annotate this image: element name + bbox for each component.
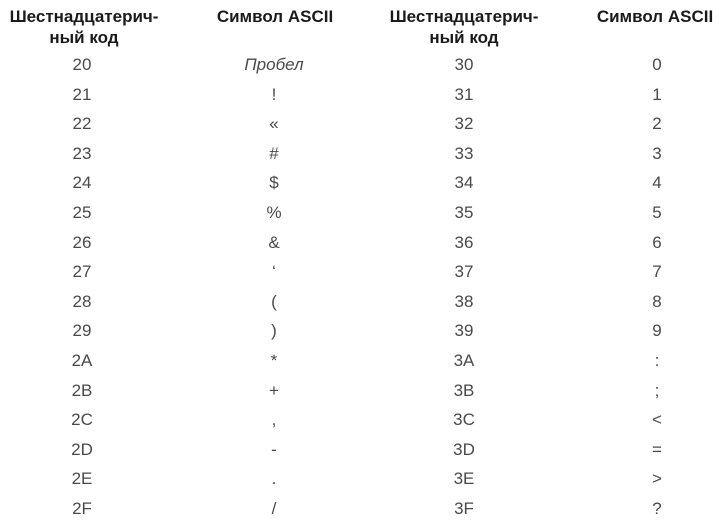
hex-code-cell: 2D: [71, 439, 93, 459]
header-ascii-symbol-1: [205, 6, 345, 27]
hex-code-cell: 24: [72, 173, 92, 193]
hex-code-cell: 23: [72, 143, 92, 163]
ascii-symbol-cell: 7: [652, 262, 662, 282]
hex-code-cell: 28: [72, 291, 92, 311]
table-row: [0, 498, 722, 528]
header-hex-code-1-line1: Шестнадцатерич-: [9, 7, 159, 26]
ascii-symbol-cell: 5: [652, 203, 662, 222]
hex-code-cell: 39: [454, 321, 474, 341]
hex-code-cell: 36: [454, 232, 474, 252]
ascii-symbol-cell: #: [269, 143, 279, 163]
hex-code-cell: 32: [454, 114, 474, 134]
table-row: [0, 84, 722, 114]
ascii-symbol-cell: «: [269, 114, 279, 134]
ascii-symbol-cell: !: [271, 84, 277, 104]
hex-code-cell: 3C: [453, 410, 475, 430]
hex-code-cell: 21: [72, 84, 92, 104]
ascii-symbol-cell: ): [271, 321, 277, 341]
ascii-symbol-cell: Пробел: [244, 55, 304, 74]
hex-code-cell: 35: [454, 203, 474, 222]
hex-code-cell: 31: [454, 84, 474, 104]
table-row: [0, 143, 722, 173]
ascii-symbol-cell: :: [654, 351, 660, 370]
table-row: [0, 202, 722, 232]
hex-code-cell: 22: [72, 114, 92, 134]
ascii-symbol-cell: ‘: [272, 262, 276, 282]
ascii-symbol-cell: 4: [652, 173, 662, 193]
hex-code-cell: 3E: [453, 469, 475, 489]
table-row: [0, 291, 722, 321]
hex-code-cell: 2A: [71, 351, 93, 370]
header-ascii-symbol-1-text: Символ ASCII: [216, 7, 334, 26]
ascii-symbol-cell: +: [269, 380, 279, 400]
ascii-symbol-cell: -: [271, 439, 277, 459]
header-hex-code-1: [4, 6, 164, 48]
ascii-symbol-cell: 6: [652, 232, 662, 252]
table-row: [0, 350, 722, 380]
hex-code-cell: 30: [454, 55, 474, 74]
ascii-symbol-cell: 9: [652, 321, 662, 341]
ascii-symbol-cell: %: [266, 203, 282, 222]
table-row: [0, 468, 722, 498]
header-hex-code-2: [384, 6, 544, 48]
ascii-symbol-cell: $: [269, 173, 279, 193]
table-row: [0, 439, 722, 469]
ascii-symbol-cell: .: [271, 469, 277, 489]
header-hex-code-2-line2: ный код: [429, 28, 499, 47]
header-hex-code-2-line1: Шестнадцатерич-: [389, 7, 539, 26]
ascii-symbol-cell: 8: [652, 291, 662, 311]
hex-code-cell: 3D: [453, 439, 475, 459]
ascii-symbol-cell: 3: [652, 143, 662, 163]
hex-code-cell: 29: [72, 321, 92, 341]
ascii-symbol-cell: ?: [652, 499, 662, 518]
hex-code-cell: 20: [72, 55, 92, 74]
ascii-symbol-cell: 1: [652, 84, 662, 104]
ascii-symbol-cell: (: [271, 291, 277, 311]
hex-code-cell: 25: [72, 203, 92, 222]
table-row: [0, 113, 722, 143]
hex-code-cell: 3F: [454, 499, 474, 518]
table-row: [0, 380, 722, 410]
table-row: [0, 172, 722, 202]
hex-code-cell: 34: [454, 173, 474, 193]
ascii-symbol-cell: &: [268, 232, 280, 252]
ascii-symbol-cell: >: [652, 469, 662, 489]
hex-code-cell: 2E: [71, 469, 93, 489]
hex-code-cell: 3A: [453, 351, 475, 370]
ascii-symbol-cell: <: [652, 410, 662, 430]
hex-code-cell: 27: [72, 262, 92, 282]
table-row: [0, 54, 722, 84]
header-ascii-symbol-2-text: Символ ASCII: [596, 7, 714, 26]
hex-code-cell: 26: [72, 232, 92, 252]
table-row: [0, 261, 722, 291]
hex-code-cell: 2B: [71, 380, 93, 400]
hex-code-cell: 2C: [71, 410, 93, 430]
table-row: [0, 232, 722, 262]
ascii-symbol-cell: /: [271, 499, 277, 518]
ascii-symbol-cell: ;: [654, 380, 660, 400]
header-hex-code-1-line2: ный код: [49, 28, 119, 47]
ascii-symbol-cell: *: [270, 351, 278, 370]
table-row: [0, 320, 722, 350]
ascii-symbol-cell: ,: [271, 410, 277, 430]
header-ascii-symbol-2: [590, 6, 720, 27]
ascii-symbol-cell: =: [652, 439, 662, 459]
hex-code-cell: 38: [454, 291, 474, 311]
table-row: [0, 409, 722, 439]
hex-code-cell: 2F: [72, 499, 92, 518]
ascii-symbol-cell: 0: [652, 55, 662, 74]
hex-code-cell: 33: [454, 143, 474, 163]
ascii-symbol-cell: 2: [652, 114, 662, 134]
hex-code-cell: 37: [454, 262, 474, 282]
hex-code-cell: 3B: [453, 380, 475, 400]
